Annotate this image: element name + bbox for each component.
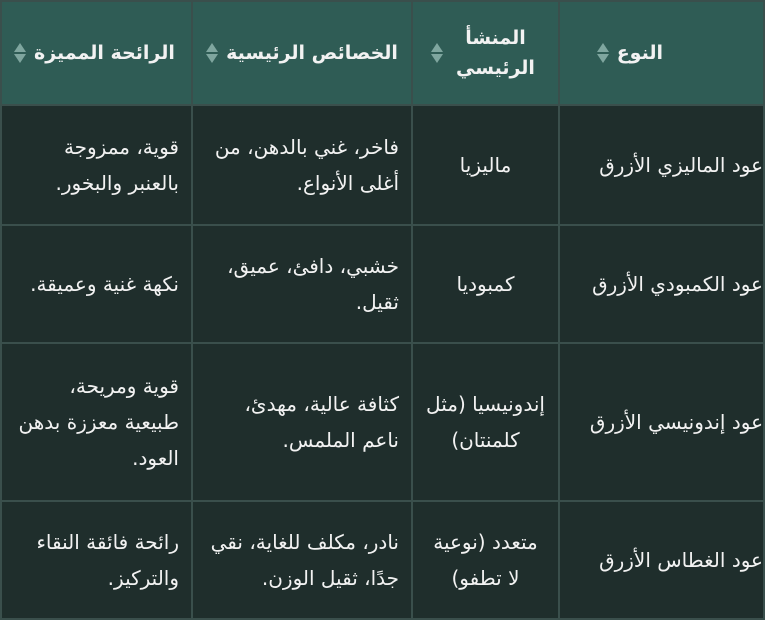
cell-features: فاخر، غني بالدهن، من أغلى الأنواع. [192, 105, 412, 225]
cell-features: نادر، مكلف للغاية، نقي جدًا، ثقيل الوزن. [192, 501, 412, 619]
sort-icon[interactable] [206, 42, 218, 64]
header-features[interactable] [192, 1, 412, 105]
header-features-label: الخصائص الرئيسية [226, 42, 398, 64]
cell-features: كثافة عالية، مهدئ، ناعم الملمس. [192, 343, 412, 501]
cell-scent: رائحة فائقة النقاء والتركيز. [1, 501, 192, 619]
header-scent[interactable] [1, 1, 192, 105]
header-type[interactable] [559, 1, 764, 105]
table-header-row [1, 1, 764, 105]
cell-type: عود الغطاس الأزرق [559, 501, 764, 619]
header-origin[interactable] [412, 1, 559, 105]
cell-scent: قوية، ممزوجة بالعنبر والبخور. [1, 105, 192, 225]
table-row [1, 105, 764, 225]
cell-type: عود الكمبودي الأزرق [559, 225, 764, 343]
cell-origin: كمبوديا [412, 225, 559, 343]
cell-origin: إندونيسيا (مثل كلمنتان) [412, 343, 559, 501]
cell-scent: نكهة غنية وعميقة. [1, 225, 192, 343]
header-origin-label: المنشأ الرئيسي [456, 27, 535, 79]
sort-icon[interactable] [431, 42, 443, 64]
header-scent-label: الرائحة المميزة [34, 42, 175, 64]
cell-features: خشبي، دافئ، عميق، ثقيل. [192, 225, 412, 343]
sort-icon[interactable] [14, 42, 26, 64]
cell-type: عود الماليزي الأزرق [559, 105, 764, 225]
cell-type: عود إندونيسي الأزرق [559, 343, 764, 501]
table-row [1, 343, 764, 501]
cell-scent: قوية ومريحة، طبيعية معززة بدهن العود. [1, 343, 192, 501]
cell-origin: متعدد (نوعية لا تطفو) [412, 501, 559, 619]
table-row [1, 225, 764, 343]
header-type-label: النوع [616, 42, 663, 64]
cell-origin: ماليزيا [412, 105, 559, 225]
table-row [1, 501, 764, 619]
sort-icon[interactable] [597, 42, 609, 64]
